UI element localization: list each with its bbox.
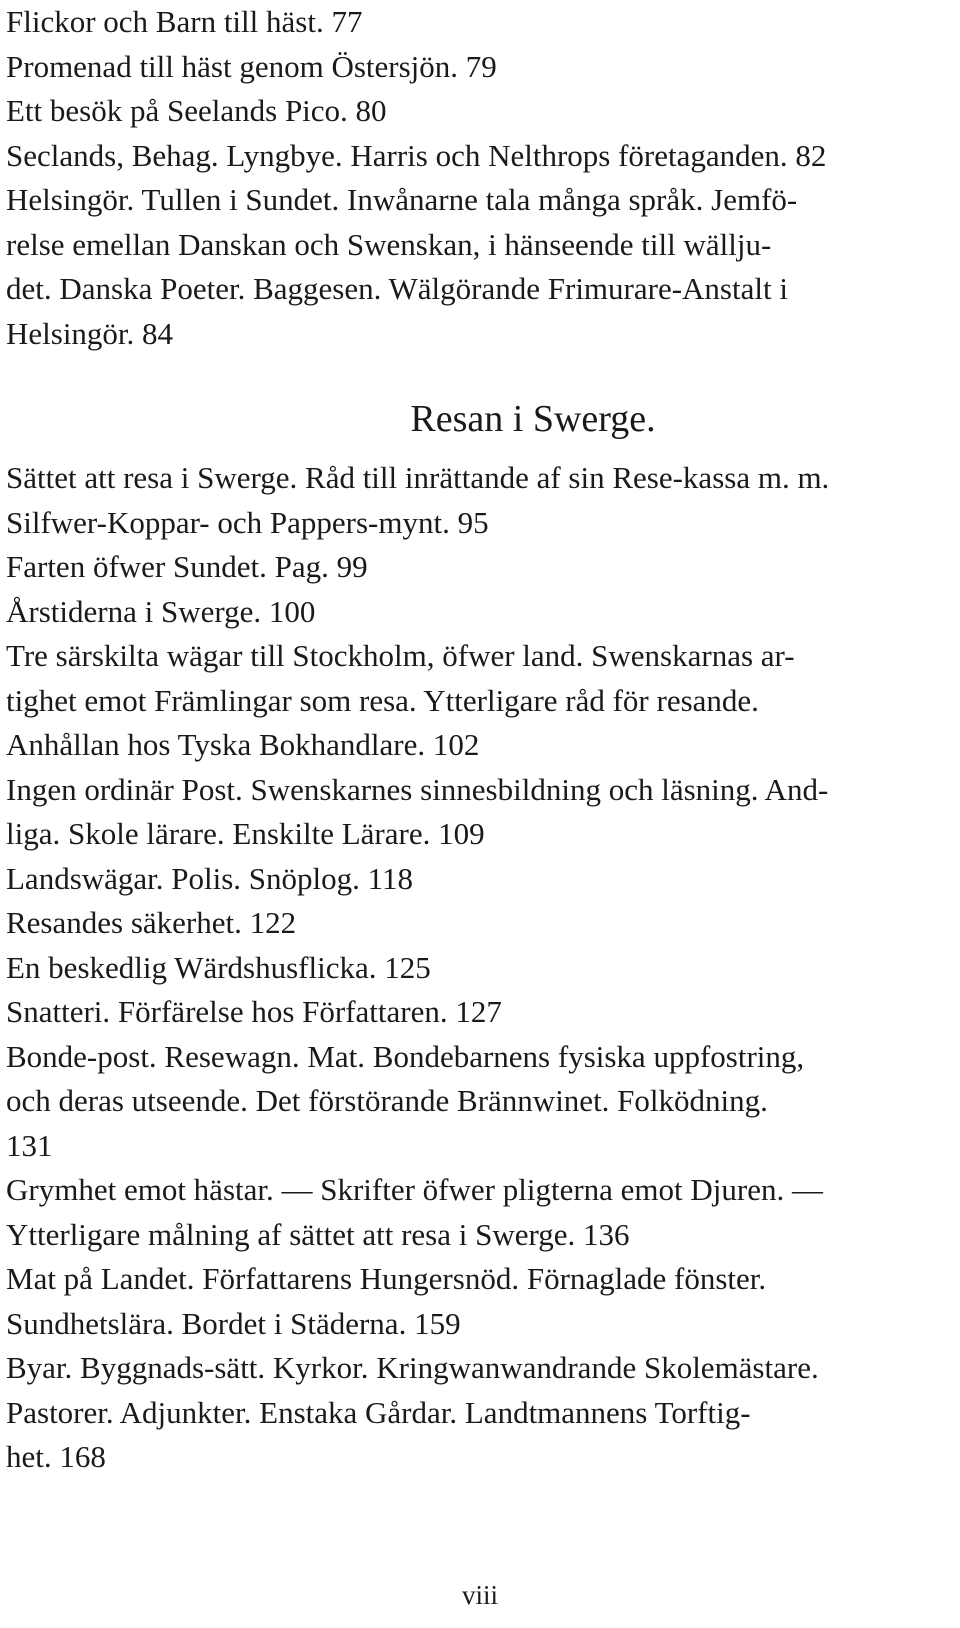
contents-page: [6, 0, 950, 1480]
toc-entry: [6, 590, 950, 635]
toc-entry: [6, 1168, 950, 1257]
page-number: viii: [461, 1580, 498, 1610]
toc-entry-line: het. 168: [6, 1439, 106, 1474]
toc-entry: [6, 990, 950, 1035]
toc-entry-line: Seclands, Behag. Lyngbye. Harris och Nelthrops företaganden. 82: [6, 137, 827, 173]
toc-entry-line: Resandes säkerhet. 122: [6, 905, 297, 940]
toc-entry: [6, 1346, 950, 1480]
toc-entry-line: Ett besök på Seelands Pico. 80: [6, 93, 387, 128]
entries-after: [6, 456, 950, 1480]
toc-entry: [6, 0, 950, 45]
toc-entry-line: Flickor och Barn till häst. 77: [6, 4, 363, 39]
toc-entry-line: Årstiderna i Swerge. 100: [6, 593, 316, 629]
toc-entry-line: och deras utseende. Det förstörande Brännwinet. Folködning.: [6, 1083, 768, 1118]
toc-entry-line: tighet emot Främlingar som resa. Ytterligare råd för resande.: [6, 682, 759, 718]
toc-entry-line: Farten öfwer Sundet. Pag. 99: [6, 549, 368, 584]
toc-entry: [6, 45, 950, 90]
toc-entry-line: Mat på Landet. Författarens Hungersnöd. Förnaglade fönster.: [6, 1261, 767, 1296]
toc-entry-line: Snatteri. Förfärelse hos Författaren. 127: [6, 994, 502, 1029]
toc-entry: [6, 545, 950, 590]
section-title: Resan i Swerge.: [410, 398, 656, 440]
toc-entry-line: Grymhet emot hästar. — Skrifter öfwer pligterna emot Djuren. —: [6, 1172, 823, 1207]
toc-entry-line: 131: [6, 1127, 53, 1163]
toc-entry: [6, 901, 950, 946]
toc-entry-line: En beskedlig Wärdshusflicka. 125: [6, 949, 431, 985]
toc-entry: [6, 178, 950, 356]
toc-entry-line: Bonde-post. Resewagn. Mat. Bondebarnens fysiska uppfostring,: [6, 1038, 805, 1074]
toc-entry-line: Sättet att resa i Swerge. Råd till inrättande af sin Rese-kassa m. m.: [6, 460, 830, 495]
toc-entry-line: Pastorer. Adjunkter. Enstaka Gårdar. Landtmannens Torftig-: [6, 1394, 751, 1430]
toc-entry: [6, 1257, 950, 1346]
toc-entry: [6, 1035, 950, 1169]
toc-entry-line: Helsingör. 84: [6, 315, 174, 351]
toc-entry-line: Ytterligare målning af sättet att resa i Swerge. 136: [6, 1216, 630, 1252]
toc-entry: [6, 768, 950, 857]
toc-entry-line: Landswägar. Polis. Snöplog. 118: [6, 860, 414, 896]
toc-entry-line: Promenad till häst genom Östersjön. 79: [6, 48, 497, 84]
toc-entry-line: Tre särskilta wägar till Stockholm, öfwer land. Swenskarnas ar-: [6, 638, 795, 673]
toc-entry: [6, 89, 950, 134]
toc-entry: [6, 857, 950, 902]
toc-entry-line: Byar. Byggnads-sätt. Kyrkor. Kringwanwandrande Skolemästare.: [6, 1350, 819, 1385]
toc-entry-line: Helsingör. Tullen i Sundet. Inwånarne tala många språk. Jemfö-: [6, 182, 798, 217]
toc-entry: [6, 634, 950, 768]
toc-entry-line: Anhållan hos Tyska Bokhandlare. 102: [6, 727, 480, 762]
toc-entry-line: det. Danska Poeter. Baggesen. Wälgörande Frimurare-Anstalt i: [6, 271, 788, 306]
toc-entry-line: Ingen ordinär Post. Swenskarnes sinnesbildning och läsning. And-: [6, 771, 829, 807]
toc-entry: [6, 456, 950, 545]
toc-entry: [6, 134, 950, 179]
entries-before: [6, 0, 950, 356]
toc-entry-line: Sundhetslära. Bordet i Städerna. 159: [6, 1305, 461, 1341]
toc-entry-line: Silfwer-Koppar- och Pappers-mynt. 95: [6, 504, 489, 540]
toc-entry-line: relse emellan Danskan och Swenskan, i hänseende till wällju-: [6, 226, 772, 262]
toc-entry-line: liga. Skole lärare. Enskilte Lärare. 109: [6, 816, 485, 851]
toc-entry: [6, 946, 950, 991]
